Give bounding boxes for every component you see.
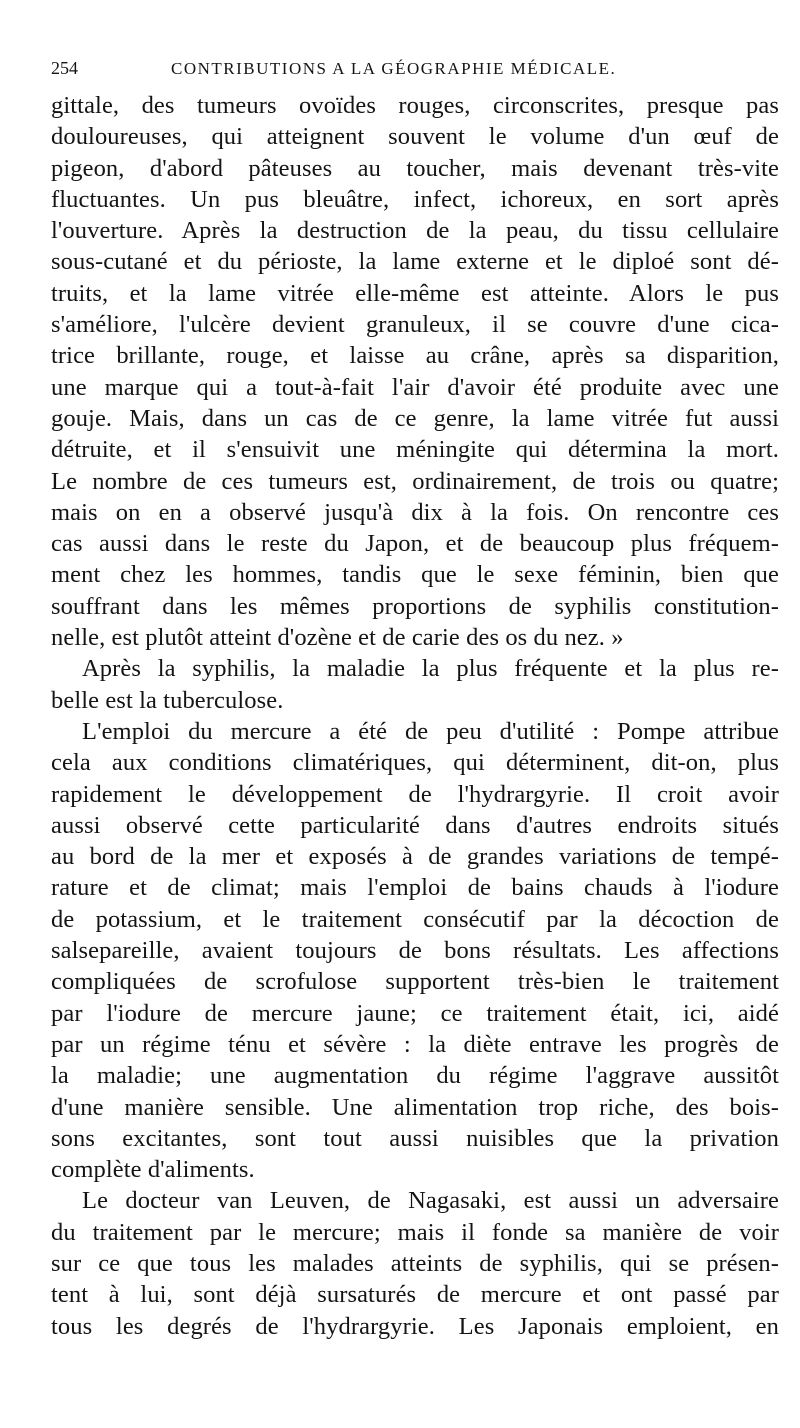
text-line: compliquées de scrofulose supportent très-bien le traitement bbox=[51, 968, 779, 996]
text-line: douloureuses, qui atteignent souvent le volume d'un œuf de bbox=[51, 123, 779, 151]
text-line: du traitement par le mercure; mais il fonde sa manière de voir bbox=[51, 1218, 779, 1246]
text-line: de potassium, et le traitement consécutif par la décoction de bbox=[51, 905, 779, 933]
book-page bbox=[51, 50, 779, 1410]
text-line: cela aux conditions climatériques, qui déterminent, dit-on, plus bbox=[51, 749, 779, 777]
text-line: belle est la tuberculose. bbox=[51, 686, 284, 714]
text-line: s'améliore, l'ulcère devient granuleux, il se couvre d'une cica- bbox=[51, 311, 779, 339]
text-line: truits, et la lame vitrée elle-même est atteinte. Alors le pus bbox=[51, 279, 779, 307]
text-line: la maladie; une augmentation du régime l'aggrave aussitôt bbox=[51, 1062, 779, 1090]
text-line: Le docteur van Leuven, de Nagasaki, est aussi un adversaire bbox=[82, 1187, 779, 1215]
text-line: sons excitantes, sont tout aussi nuisibles que la privation bbox=[51, 1124, 779, 1152]
text-line: tent à lui, sont déjà sursaturés de mercure et ont passé par bbox=[51, 1281, 779, 1309]
text-line: L'emploi du mercure a été de peu d'utilité : Pompe attribue bbox=[82, 717, 779, 745]
text-line: complète d'aliments. bbox=[51, 1156, 255, 1184]
text-line: gouje. Mais, dans un cas de ce genre, la lame vitrée fut aussi bbox=[51, 404, 779, 432]
text-line: mais on en a observé jusqu'à dix à la fois. On rencontre ces bbox=[51, 498, 779, 526]
text-line: gittale, des tumeurs ovoïdes rouges, circonscrites, presque pas bbox=[51, 92, 779, 119]
running-title: CONTRIBUTIONS A LA GÉOGRAPHIE MÉDICALE. bbox=[171, 59, 617, 78]
running-head bbox=[51, 50, 779, 90]
text-line: Le nombre de ces tumeurs est, ordinairement, de trois ou quatre; bbox=[51, 467, 779, 495]
text-line: pigeon, d'abord pâteuses au toucher, mais devenant très-vite bbox=[51, 154, 779, 182]
text-line: rapidement le développement de l'hydrargyrie. Il croit avoir bbox=[51, 780, 779, 808]
text-line: tous les degrés de l'hydrargyrie. Les Japonais emploient, en bbox=[51, 1312, 779, 1340]
text-line: cas aussi dans le reste du Japon, et de beaucoup plus fréquem- bbox=[51, 530, 779, 558]
text-line: par un régime ténu et sévère : la diète entrave les progrès de bbox=[51, 1030, 779, 1058]
text-line: souffrant dans les mêmes proportions de syphilis constitution- bbox=[51, 592, 779, 620]
text-line: fluctuantes. Un pus bleuâtre, infect, ichoreux, en sort après bbox=[51, 185, 779, 213]
text-line: aussi observé cette particularité dans d'autres endroits situés bbox=[51, 811, 779, 839]
body-text bbox=[51, 90, 779, 1342]
page-number: 254 bbox=[51, 58, 78, 78]
text-line: Après la syphilis, la maladie la plus fréquente et la plus re- bbox=[82, 655, 779, 683]
text-line: sur ce que tous les malades atteints de syphilis, qui se présen- bbox=[51, 1249, 779, 1277]
text-line: trice brillante, rouge, et laisse au crâne, après sa disparition, bbox=[51, 342, 779, 370]
text-line: salsepareille, avaient toujours de bons résultats. Les affections bbox=[51, 937, 779, 965]
text-line: détruite, et il s'ensuivit une méningite qui détermina la mort. bbox=[51, 436, 779, 464]
text-line: sous-cutané et du périoste, la lame externe et le diploé sont dé- bbox=[51, 248, 779, 276]
text-line: l'ouverture. Après la destruction de la peau, du tissu cellulaire bbox=[51, 217, 779, 245]
text-line: rature et de climat; mais l'emploi de bains chauds à l'iodure bbox=[51, 874, 779, 902]
text-line: par l'iodure de mercure jaune; ce traitement était, ici, aidé bbox=[51, 999, 779, 1027]
text-line: ment chez les hommes, tandis que le sexe féminin, bien que bbox=[51, 561, 779, 589]
text-line: une marque qui a tout-à-fait l'air d'avoir été produite avec une bbox=[51, 373, 779, 401]
text-line: d'une manière sensible. Une alimentation trop riche, des bois- bbox=[51, 1093, 779, 1121]
text-line: nelle, est plutôt atteint d'ozène et de carie des os du nez. » bbox=[51, 624, 624, 652]
text-line: au bord de la mer et exposés à de grandes variations de tempé- bbox=[51, 843, 779, 871]
